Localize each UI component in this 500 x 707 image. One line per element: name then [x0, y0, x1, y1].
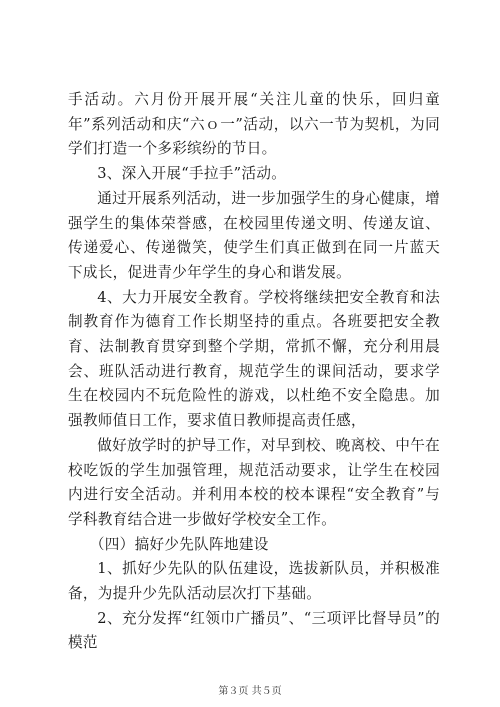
list-item-3-heading: 3、深入开展“手拉手”活动。 — [97, 165, 287, 183]
paragraph-after-school-duty: 做好放学时的护导工作，对早到校、晚离校、中午在校吃饭的学生加强管理，规范活动要求，让学生在校园内进行安全活动。并利用本校的校本课程“安全教育”与学科教育结合进一步做好学校安全工作。 — [68, 436, 440, 528]
list-item-1: 1、抓好少先队的队伍建设，选拔新队员，并积极准备，为提升少先队活动层次打下基础。 — [68, 560, 440, 603]
paragraph-safety-education: 4、大力开展安全教育。学校将继续把安全教育和法制教育作为德育工作长期坚持的重点。各班要把安全教育、法制教育贯穿到整个学期，常抓不懈，充分利用晨会、班队活动进行教育，规范学生的课间活动，要求学生在校园内不玩危险性的游戏，以杜绝不安全隐患。加强教师值日工作，要求值日教师提高责任感， — [68, 288, 440, 430]
document-body — [68, 88, 440, 656]
page-number-footer: 第３页 共５页 — [218, 686, 282, 697]
paragraph-hand-in-hand: 通过开展系列活动，进一步加强学生的身心健康，增强学生的集体荣誉感，在校园里传递文明、传递友谊、传递爱心、传递微笑，使学生们真正做到在同一片蓝天下成长，促进青少年学生的身心和谐发展。 — [68, 189, 440, 281]
paragraph-continuation: 手活动。六月份开展开展“关注儿童的快乐，回归童年”系列活动和庆“六ｏ一”活动，以六一节为契机，为同学们打造一个多彩缤纷的节日。 — [68, 91, 440, 158]
list-item-2: 2、充分发挥“红领巾广播员”、“三项评比督导员”的模范 — [68, 609, 440, 652]
section-heading-young-pioneers: （四）搞好少先队阵地建设 — [89, 535, 269, 553]
